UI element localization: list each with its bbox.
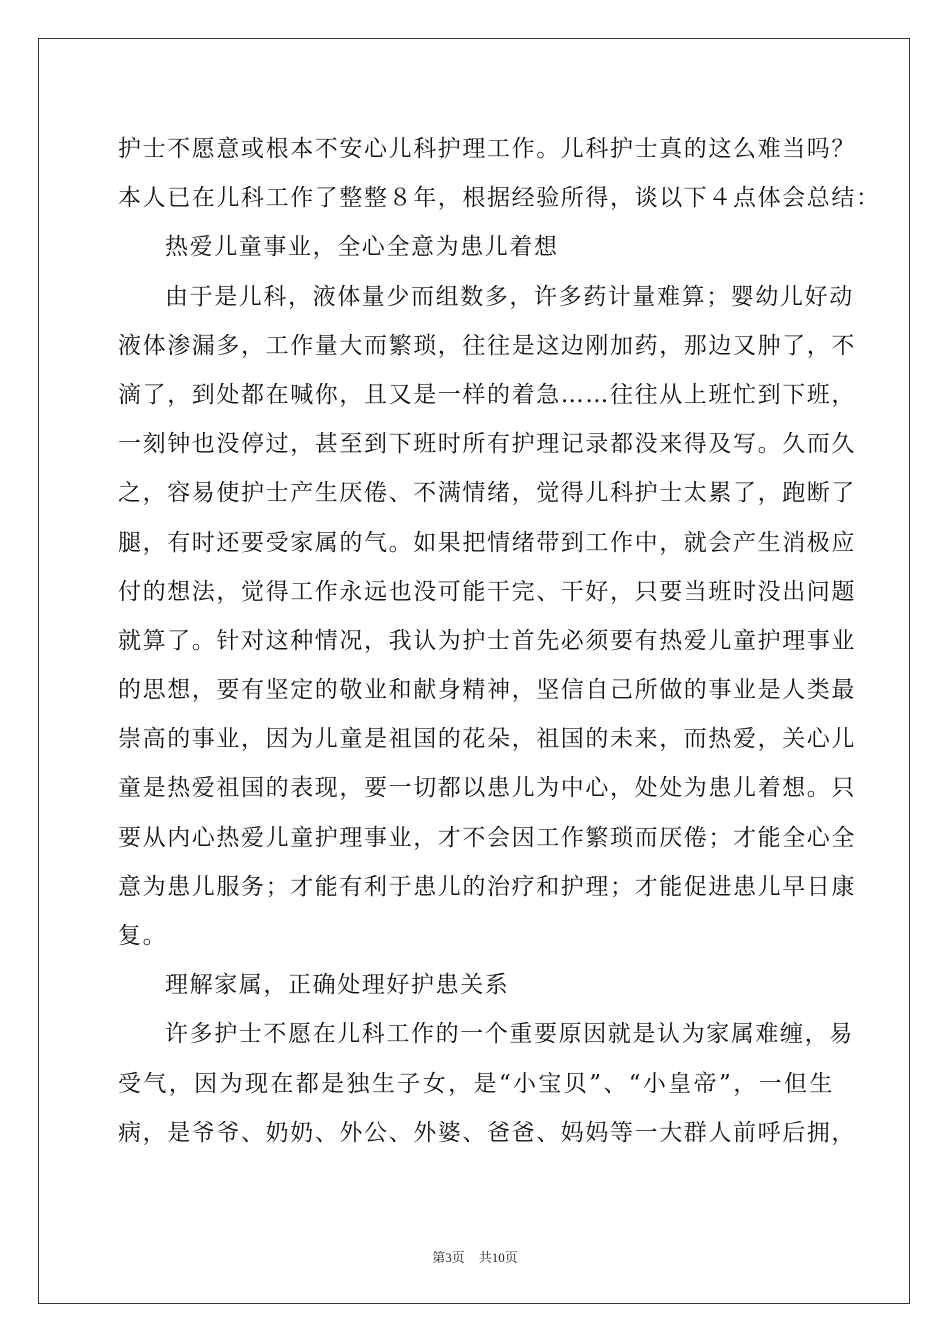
section-heading: 热爱儿童事业，全心全意为患儿着想: [165, 234, 559, 261]
text-line: 崇高的事业，因为儿童是祖国的花朵，祖国的未来，而热爱，关心儿: [118, 726, 856, 753]
page-total: 共10页: [478, 1250, 518, 1265]
text-line: 一刻钟也没停过，甚至到下班时所有护理记录都没来得及写。久而久: [118, 431, 856, 458]
text-line: 滴了，到处都在喊你，且又是一样的着急……往往从上班忙到下班，: [118, 381, 856, 408]
page-footer: [0, 1247, 950, 1266]
text-line: 要从内心热爱儿童护理事业，才不会因工作繁琐而厌倦；才能全心全: [118, 824, 856, 851]
text-line: 本人已在儿科工作了整整８年，根据经验所得，谈以下４点体会总结：: [118, 185, 881, 212]
text-line: 腿，有时还要受家属的气。如果把情绪带到工作中，就会产生消极应: [118, 529, 856, 556]
text-line: 受气，因为现在都是独生子女，是“小宝贝”、“小皇帝”，一但生: [118, 1070, 834, 1097]
text-line: 付的想法，觉得工作永远也没可能干完、干好，只要当班时没出问题: [118, 578, 856, 605]
text-line: 由于是儿科，液体量少而组数多，许多药计量难算；婴幼儿好动: [165, 283, 854, 310]
text-line: 童是热爱祖国的表现，要一切都以患儿为中心，处处为患儿着想。只: [118, 775, 856, 802]
text-line: 就算了。针对这种情况，我认为护士首先必须要有热爱儿童护理事业: [118, 627, 856, 654]
document-body: [118, 125, 881, 1158]
text-line: 之，容易使护士产生厌倦、不满情绪，觉得儿科护士太累了，跑断了: [118, 480, 856, 507]
text-line: 复。: [118, 923, 168, 949]
section-heading: 理解家属，正确处理好护患关系: [165, 972, 510, 999]
page-number: 第3页: [432, 1250, 465, 1265]
text-line: 病，是爷爷、奶奶、外公、外婆、爸爸、妈妈等一大群人前呼后拥，: [118, 1119, 856, 1146]
text-line: 许多护士不愿在儿科工作的一个重要原因就是认为家属难缠，易: [165, 1021, 854, 1048]
text-line: 护士不愿意或根本不安心儿科护理工作。儿科护士真的这么难当吗？: [118, 136, 856, 162]
text-line: 意为患儿服务；才能有利于患儿的治疗和护理；才能促进患儿早日康: [118, 873, 856, 900]
text-line: 的思想，要有坚定的敬业和献身精神，坚信自己所做的事业是人类最: [118, 677, 856, 704]
text-line: 液体渗漏多，工作量大而繁琐，往往是这边刚加药，那边又肿了，不: [118, 332, 856, 359]
